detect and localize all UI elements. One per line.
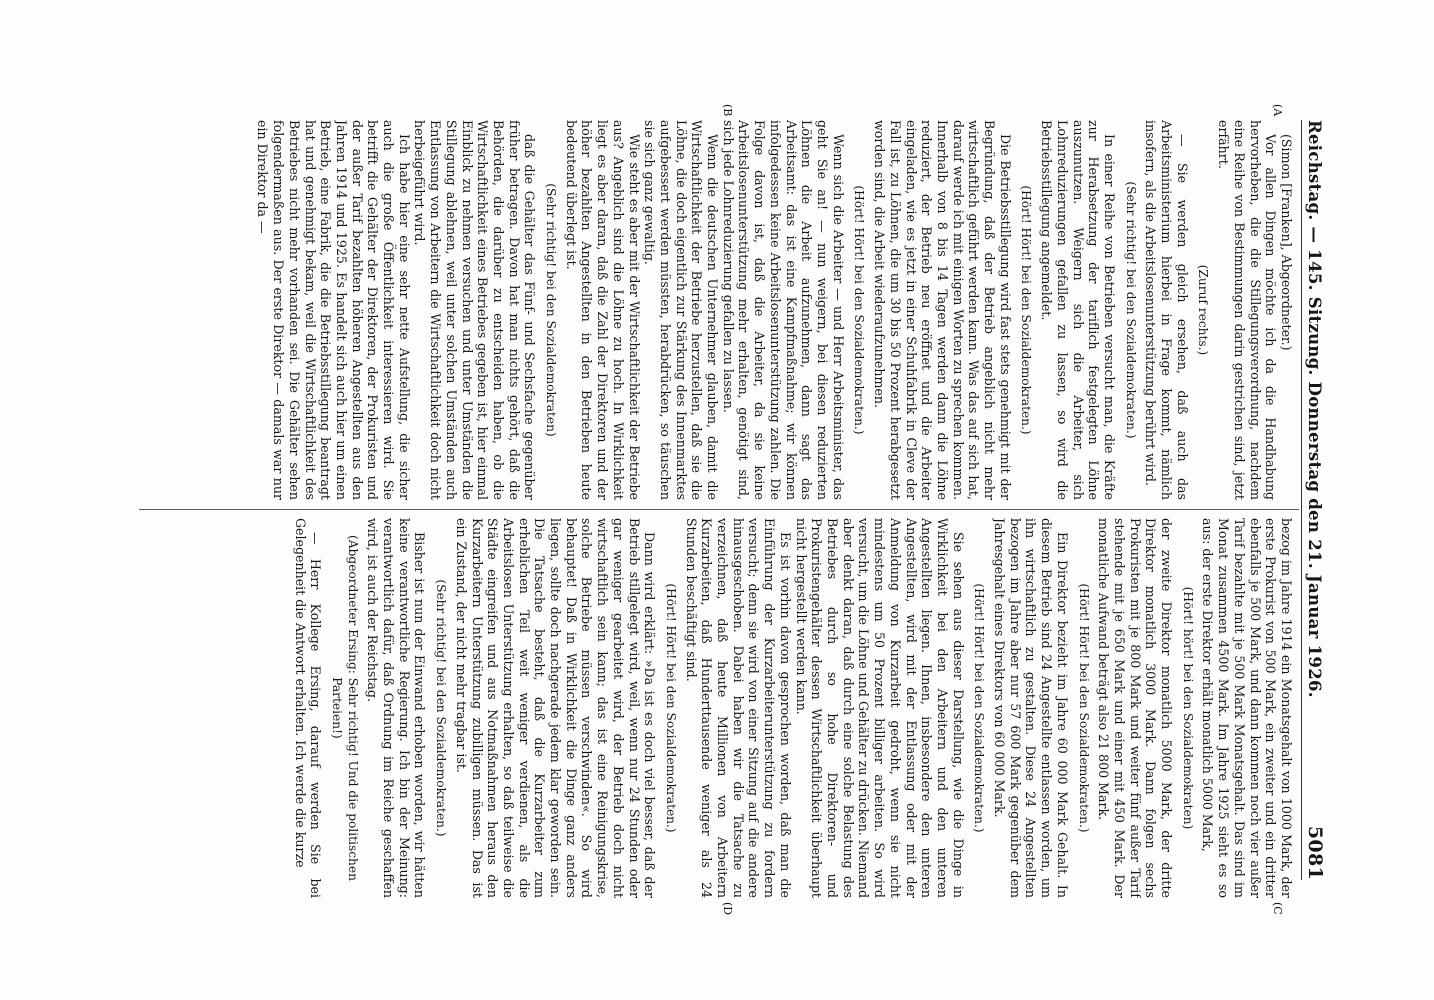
- paragraph: (Simon [Franken], Abgeordneter.): [1279, 134, 1294, 351]
- interjection: (Sehr richtig! bei den Sozialdemokraten.): [1123, 181, 1138, 439]
- interjection: (Hört! Hört! bei den Sozialdemokraten.): [1019, 185, 1034, 435]
- paragraph: Ein Direktor bezieht im Jahre 60 000 Mark Gehalt. In diesem Betrieb sind 24 Angestellte entlassen worden, um ihn wirtschaftlich zu gestalten. Diese 24 Angestellten bezogen im Jahre aber nur 57 600 Mark gegenüber dem Jahresgehalt eines Direktors von 60 000 Mark.: [992, 518, 1070, 898]
- running-header: [1301, 120, 1324, 880]
- paragraph: Dann wird erklärt: »Da ist es doch viel besser, daß der Betrieb stillgelegt wird, weil, wenn nur 24 Stunden oder gar weniger gearbeitet wird, der Betrieb doch nicht wirtschaftlich sein kann; das ist eine Reinigungskrise, solche Betriebe müssen verschwinden«. So wird behauptet! Daß in Wirklichkeit die Dinge ganz anders liegen, sollte doch nachgerade jedem klar geworden sein. Die Tatsache besteht, daß die Kurzarbeiter zum erheblichen Teil weit weniger verdienen, als die Arbeitslosen Unterstützung erhalten, so daß teilweise die Städte eingreifen und aus Notmaßnahmen heraus den Kurzarbeitern Unterstützung zubilligen müssen. Das ist ein Zustand, der nicht mehr tragbar ist.: [453, 518, 658, 898]
- paragraph: In einer Reihe von Betrieben versucht man, die Kräfte zur Herabsetzung der tariflich festgelegten Löhne auszunutzen. Weigern sich die Arbeiter, sich Lohnreduzierungen gefallen zu lassen, so wird die Betriebsstillegung angemeldet.: [1039, 120, 1117, 500]
- interjection: (Sehr richtig! bei den Sozialdemokraten.): [434, 579, 449, 837]
- paragraph: daß die Gehälter das Fünf- und Sechsfache gegenüber früher betragen. Davon hat man nichts gehört, daß die Behörden, die darüber zu entscheiden haben, ob die Wirtschaftlichkeit eines Betriebes gegeben ist, hier einmal Einblick zu nehmen versuchen und unter Umständen die Stillegung ablehnen, weil unter solchen Umständen auch Entlassung von Arbeitern die Wirtschaftlichkeit doch nicht herbeigeführt wird.: [412, 120, 538, 500]
- interjection: (Hört! Hört! bei den Sozialdemokraten.): [663, 583, 678, 833]
- paragraph: Sie sehen aus dieser Darstellung, wie die Dinge in Wirklichkeit bei den Arbeitern und den unteren Angestellten liegen. Ihnen, insbesondere den unteren Angestellten, wird mit der Entlassung oder mit der Anmeldung von Kurzarbeit gedroht, wenn sie nicht mindestens um 50 Prozent billiger arbeiten. So wird versucht, um die Löhne und Gehälter zu drücken. Niemand aber denkt daran, daß durch eine solche Belastung des Betriebes durch so hohe Direktoren- und Prokuristengehälter dessen Wirtschaftlichkeit überhaupt nicht hergestellt werden kann.: [793, 518, 966, 898]
- paragraph: Ich habe hier eine sehr nette Aufstellung, die sicher auch die große Öffentlichkeit interessieren wird. Sie betrifft die Gehälter der Direktoren, der Prokuristen und der außer Tarif bezahlten höheren Angestellten aus den Jahren 1914 und 1925. Es handelt sich auch hier um einen Betrieb, eine Fabrik, die die Betriebsstillegung beantragt hat und genehmigt bekam, weil die Wirtschaftlichkeit des Betriebes nicht mehr vorhanden sei. Die Gehälter sehen folgendermaßen aus. Der erste Direktor — damals war nur ein Direktor da —: [255, 120, 412, 500]
- paragraph: bezog im Jahre 1914 ein Monatsgehalt von 1000 Mark, der erste Prokurist von 500 Mark, ein zweiter und ein dritter ebenfalls je 500 Mark, und dann kommen noch vier außer Tarif bezahlte mit je 500 Mark Monatsgehalt. Das sind im Monat zusammen 4500 Mark. Im Jahre 1925 sieht es so aus: der erste Direktor erhält monatlich 5000 Mark,: [1200, 518, 1294, 898]
- margin-mark-c: (C: [1271, 902, 1284, 915]
- paragraph: Wenn die deutschen Unternehmer glauben, damit die Wirtschaftlichkeit der Betriebe herzustellen, daß sie die Löhne, die doch eigentlich zur Stärkung des Innenmarktes aufgebessert werden müssten, herabdrücken, so täuschen sie sich ganz gewaltig.: [642, 120, 721, 500]
- paragraph: — Herr Kollege Ersing, darauf werden Sie bei Gelegenheit die Antwort erhalten. Ich werde die kurze: [292, 518, 324, 898]
- margin-mark-d: (D: [721, 902, 734, 916]
- interjection: (Hört! Hört! bei den Sozialdemokraten.): [972, 583, 987, 833]
- interjection: (Hört! hört! bei den Sozialdemokraten): [1180, 586, 1195, 830]
- paragraph: der zweite Direktor monatlich 5000 Mark, der dritte Direktor monatlich 3000 Mark. Dann folgen sechs Prokuristen mit je 800 Mark und weiter fünf außer Tarif stehende mit je 650 Mark und einer mit 450 Mark. Der monatliche Aufwand beträgt also 21 800 Mark.: [1096, 518, 1175, 898]
- right-text-column: [144, 518, 1294, 898]
- interjection: (Abgeordneter Ersing: Sehr richtig! Und die politischen Parteien!): [329, 535, 360, 881]
- interjection: (Sehr richtig! bei den Sozialdemokraten): [544, 183, 559, 437]
- paragraph: Wie steht es aber mit der Wirtschaftlichkeit der Betriebe aus? Angeblich sind die Löhne zu hoch. In Wirklichkeit liegt es aber daran, daß die Zahl der Direktoren und der höher bezahlten Angestellten in den Betrieben heute bedeutend überlegt ist.: [563, 120, 642, 500]
- interjection: (Hört! Hört! bei den Sozialdemokraten.): [852, 185, 867, 435]
- margin-mark-b: (B: [721, 104, 734, 117]
- paragraph: Vor allen Dingen möchte ich da die Handhabung hervorheben, die die Stillegungsverordnung, nachdem eine Reihe von Bestimmungen darin gestrichen sind, jetzt erfährt.: [1216, 120, 1279, 500]
- paragraph: Bisher ist nun der Einwand erhoben worden, wir hätten keine verantwortliche Regierung. Ich bin der Meinung: verantwortlich dafür, daß Ordnung im Reiche geschaffen wird, ist auch der Reichstag.: [365, 518, 428, 898]
- header-title: Reichstag. — 145. Sitzung. Donnerstag den 21. Januar 1926.: [1305, 120, 1324, 698]
- paragraph: Die Betriebsstillegung wird fast stets genehmigt mit der Begründung, daß der Betrieb angeblich nicht mehr wirtschaftlich geführt werden kann. Was das auf sich hat, darauf werde ich mit einigen Worten zu sprechen kommen. Innerhalb von 8 bis 14 Tagen werden dann die Löhne reduziert, der Betrieb neu eröffnet und die Arbeiter eingeladen, wie es jetzt in einer Schuhfabrik in Cleve der Fall ist, zu Löhnen, die um 30 bis 50 Prozent herabgesetzt worden sind, die Arbeit wiederaufzunehmen.: [872, 120, 1013, 500]
- paragraph: Es ist vorhin davon gesprochen worden, daß man die Einführung der Kurzarbeiterunterstützung zu fordern versucht; denn sie wird von einer Sitzung auf die andere hinausgeschoben. Dabei haben wir die Tatsache zu verzeichnen, daß heute Millionen von Arbeitern Kurzarbeiten, daß Hunderttausende weniger als 24 Stunden beschäftigt sind.: [683, 518, 793, 898]
- page-number: 5081: [1304, 825, 1326, 880]
- paragraph: Wenn sich die Arbeiter — und Herr Arbeitsminister, das geht Sie an! — nun weigern, bei diesen reduzierten Löhnen die Arbeit aufzunehmen, dann sagt das Arbeitsamt: das ist eine Kampfmaßnahme; wir können infolgedessen keine Arbeitslosenunterstützung zahlen. Die Folge davon ist, daß die Arbeiter, da sie keine Arbeitslosenunterstützung mehr erhalten, genötigt sind, sich jede Lohnreduzierung gefallen zu lassen.: [720, 120, 846, 500]
- margin-mark-a: (A: [1271, 104, 1284, 117]
- interjection: (Hört! Hört! bei den Sozialdemokraten.): [1076, 583, 1091, 833]
- column-divider: [139, 509, 1299, 510]
- paragraph: — Sie werden gleich ersehen, daß auch das Arbeitsministerium hierbei in Frage kommt, nämlich insofern, als die Arbeitslosenunterstützung berührt wird.: [1143, 120, 1190, 500]
- interjection: (Zuruf rechts.): [1196, 264, 1211, 356]
- left-text-column: [144, 120, 1294, 500]
